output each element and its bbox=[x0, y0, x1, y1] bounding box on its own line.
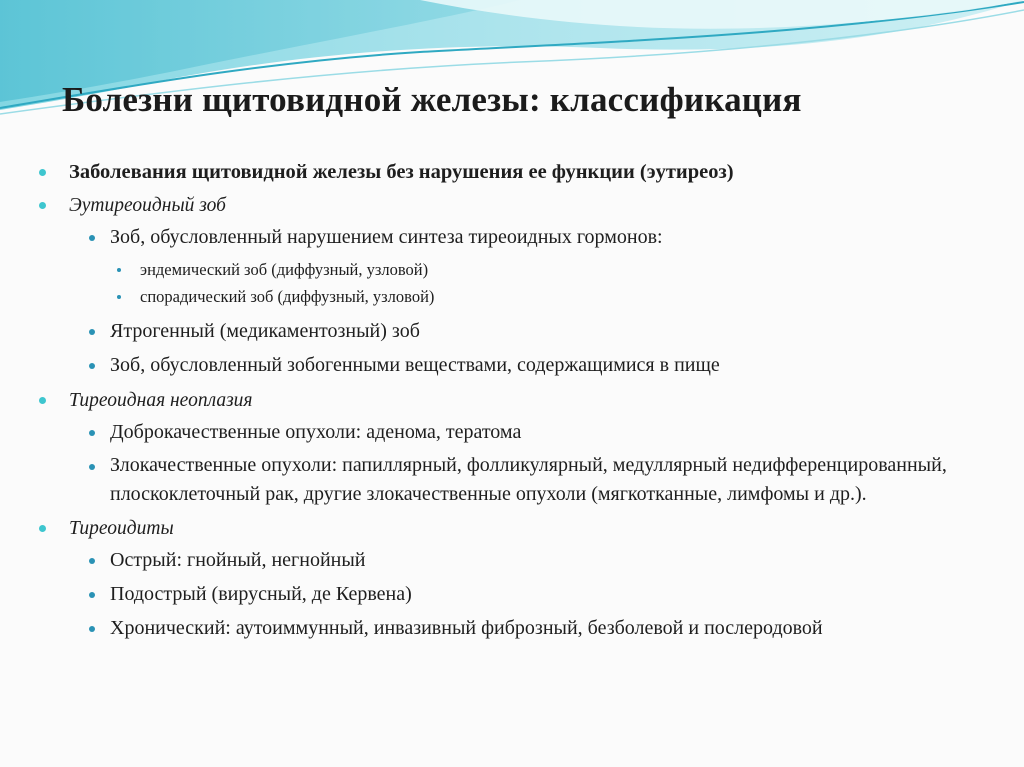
list-item bbox=[0, 512, 1024, 545]
list-item bbox=[0, 545, 1024, 576]
bullet-icon bbox=[39, 525, 46, 532]
list-item bbox=[0, 156, 1024, 189]
list-item bbox=[0, 417, 1024, 448]
bullet-icon bbox=[89, 626, 95, 632]
list-item bbox=[0, 579, 1024, 610]
bullet-icon bbox=[89, 430, 95, 436]
list-item-text: Хронический: аутоиммунный, инвазивный фиброзный, безболевой и послеродовой bbox=[110, 617, 823, 639]
list-item bbox=[0, 189, 1024, 222]
bullet-icon bbox=[39, 397, 46, 404]
list-item-text: Доброкачественные опухоли: аденома, тератома bbox=[110, 421, 522, 443]
page-title: Болезни щитовидной железы: классификация bbox=[62, 80, 802, 119]
bullet-icon bbox=[89, 329, 95, 335]
bullet-icon bbox=[89, 363, 95, 369]
list-item-text: Зоб, обусловленный зобогенными веществами, содержащимися в пище bbox=[110, 354, 720, 376]
list-item bbox=[0, 350, 1024, 381]
bullet-icon bbox=[39, 169, 46, 176]
bullet-icon bbox=[39, 202, 46, 209]
list-item-text: Ятрогенный (медикаментозный) зоб bbox=[110, 320, 420, 342]
list-item bbox=[0, 451, 1024, 509]
bullet-icon bbox=[117, 268, 121, 272]
list-item-text: Злокачественные опухоли: папиллярный, фолликулярный, медуллярный недифференцированный, плоскоклеточный рак, другие злокачественные опухоли (мягкотканные, лимфомы и др.). bbox=[110, 454, 947, 505]
list-item bbox=[0, 384, 1024, 417]
bullet-icon bbox=[89, 558, 95, 564]
list-item-text: Заболевания щитовидной железы без нарушения ее функции (эутиреоз) bbox=[69, 161, 734, 183]
list-item-text: спорадический зоб (диффузный, узловой) bbox=[140, 287, 435, 306]
list-item-text: Зоб, обусловленный нарушением синтеза тиреоидных гормонов: bbox=[110, 226, 663, 248]
list-item bbox=[0, 613, 1024, 644]
list-item-text: Острый: гнойный, негнойный bbox=[110, 549, 366, 571]
list-item bbox=[0, 316, 1024, 347]
list-item-text: Тиреоидиты bbox=[69, 518, 174, 539]
list-item-text: Подострый (вирусный, де Кервена) bbox=[110, 583, 412, 605]
bullet-icon bbox=[89, 235, 95, 241]
list-item-text: Эутиреоидный зоб bbox=[69, 195, 226, 216]
list-item-text: эндемический зоб (диффузный, узловой) bbox=[140, 260, 429, 279]
list-item bbox=[0, 222, 1024, 253]
list-item bbox=[0, 283, 1024, 310]
list-item bbox=[0, 256, 1024, 283]
bullet-icon bbox=[89, 592, 95, 598]
classification-list bbox=[0, 156, 1024, 647]
bullet-icon bbox=[89, 464, 95, 470]
bullet-icon bbox=[117, 295, 121, 299]
list-item-text: Тиреоидная неоплазия bbox=[69, 390, 253, 411]
